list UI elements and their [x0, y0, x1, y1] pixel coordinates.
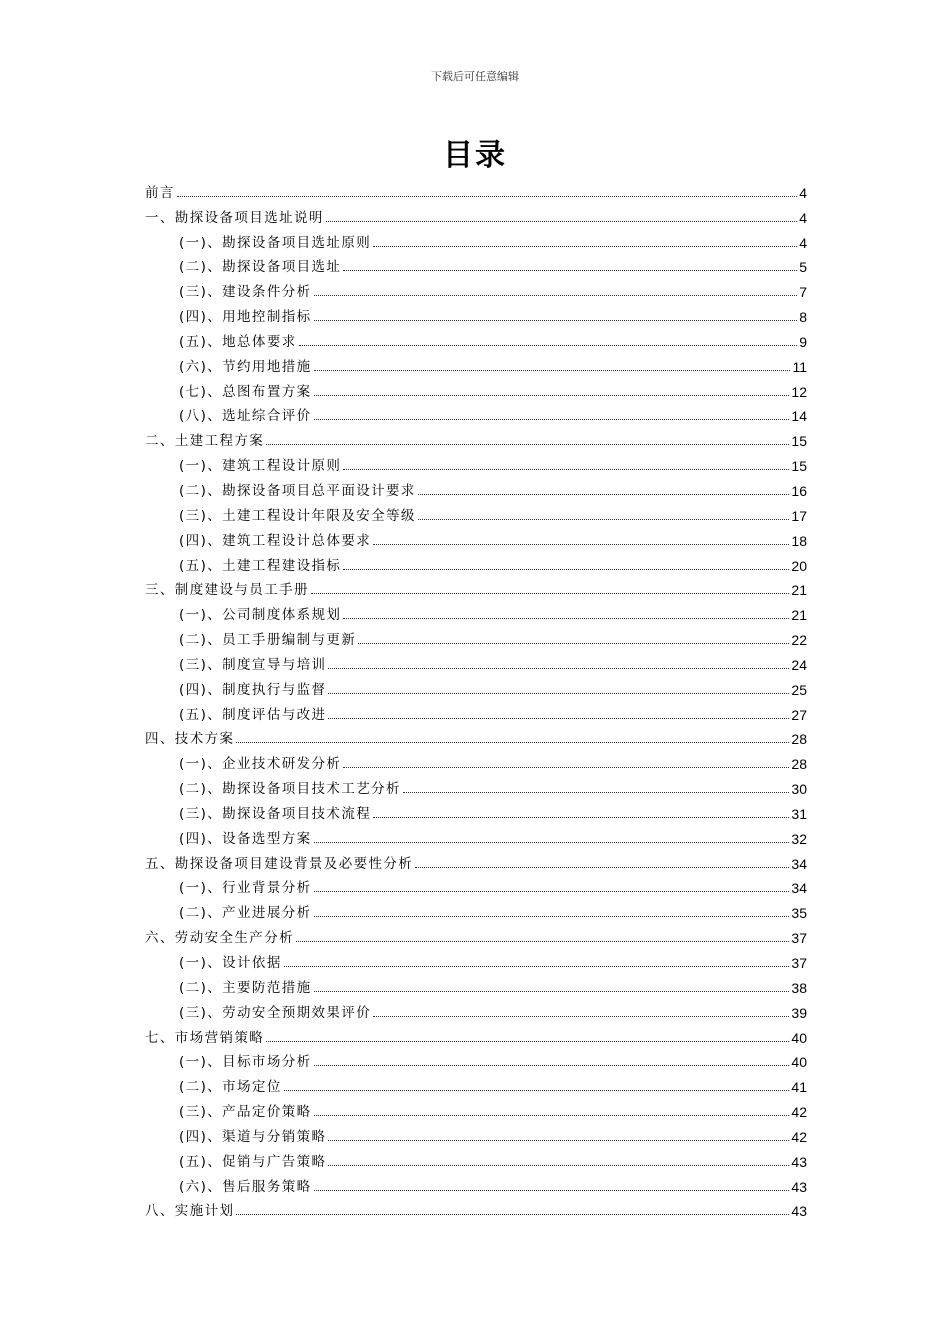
- toc-dot-leader: [373, 817, 789, 818]
- toc-dot-leader: [343, 270, 797, 271]
- toc-entry-label: (一)、公司制度体系规划: [179, 607, 342, 624]
- toc-entry[interactable]: [145, 375, 807, 400]
- toc-entry-label: (四)、设备选型方案: [179, 830, 312, 847]
- toc-entry-label: (三)、产品定价策略: [179, 1104, 312, 1121]
- toc-entry-page-number: 15: [791, 433, 807, 450]
- toc-dot-leader: [236, 742, 789, 743]
- toc-entry-page-number: 31: [791, 805, 807, 822]
- toc-entry-label: (二)、勘探设备项目总平面设计要求: [179, 482, 416, 499]
- page-title: 目录: [443, 138, 507, 173]
- toc-entry-label: (一)、勘探设备项目选址原则: [179, 234, 372, 251]
- toc-entry[interactable]: [145, 723, 807, 748]
- toc-entry-label: (二)、产业进展分析: [179, 905, 312, 922]
- toc-entry[interactable]: [145, 1095, 807, 1120]
- toc-entry-label: (八)、选址综合评价: [179, 408, 312, 425]
- toc-dot-leader: [284, 1090, 790, 1091]
- toc-entry-page-number: 12: [791, 383, 807, 400]
- toc-entry-label: (三)、制度宣导与培训: [179, 656, 327, 673]
- toc-entry-page-number: 20: [791, 557, 807, 574]
- toc-entry-page-number: 43: [791, 1203, 807, 1220]
- toc-entry-page-number: 34: [791, 880, 807, 897]
- toc-entry-page-number: 8: [799, 309, 807, 326]
- toc-entry-label: (六)、售后服务策略: [179, 1178, 312, 1195]
- toc-dot-leader: [373, 544, 789, 545]
- toc-dot-leader: [314, 395, 790, 396]
- toc-entry-label: (五)、土建工程建设指标: [179, 557, 342, 574]
- toc-entry[interactable]: [145, 921, 807, 946]
- toc-dot-leader: [266, 444, 789, 445]
- toc-entry[interactable]: [145, 325, 807, 350]
- toc-entry-page-number: 4: [799, 209, 807, 226]
- toc-dot-leader: [373, 1016, 789, 1017]
- toc-entry-page-number: 40: [791, 1054, 807, 1071]
- toc-entry-label: (二)、市场定位: [179, 1079, 282, 1096]
- toc-dot-leader: [343, 618, 789, 619]
- toc-entry-page-number: 28: [791, 731, 807, 748]
- toc-entry-page-number: 35: [791, 905, 807, 922]
- toc-entry-page-number: 15: [791, 458, 807, 475]
- toc-dot-leader: [373, 246, 797, 247]
- toc-entry-label: (一)、建筑工程设计原则: [179, 458, 342, 475]
- toc-entry-page-number: 30: [791, 781, 807, 798]
- toc-entry-label: (三)、勘探设备项目技术流程: [179, 805, 372, 822]
- toc-entry[interactable]: [145, 1070, 807, 1095]
- toc-entry[interactable]: [145, 1170, 807, 1195]
- toc-entry-label: (一)、行业背景分析: [179, 880, 312, 897]
- toc-entry-label: (四)、用地控制指标: [179, 309, 312, 326]
- toc-dot-leader: [415, 867, 789, 868]
- toc-entry[interactable]: [145, 673, 807, 698]
- toc-entry[interactable]: [145, 251, 807, 276]
- toc-entry-label: 前言: [145, 184, 175, 201]
- toc-entry-label: (七)、总图布置方案: [179, 383, 312, 400]
- toc-dot-leader: [314, 370, 791, 371]
- toc-dot-leader: [311, 593, 790, 594]
- toc-entry-label: (六)、节约用地措施: [179, 358, 312, 375]
- toc-entry-page-number: 21: [791, 582, 807, 599]
- toc-entry-label: 三、制度建设与员工手册: [145, 582, 309, 599]
- toc-entry[interactable]: [145, 499, 807, 524]
- toc-dot-leader: [343, 569, 789, 570]
- toc-entry-page-number: 34: [791, 855, 807, 872]
- toc-entry-label: 八、实施计划: [145, 1203, 235, 1220]
- toc-entry-label: 六、劳动安全生产分析: [145, 930, 294, 947]
- toc-entry-label: (二)、勘探设备项目技术工艺分析: [179, 781, 401, 798]
- toc-entry-page-number: 5: [799, 259, 807, 276]
- toc-dot-leader: [314, 1190, 790, 1191]
- toc-dot-leader: [343, 469, 789, 470]
- toc-dot-leader: [343, 767, 789, 768]
- toc-entry-label: (一)、目标市场分析: [179, 1054, 312, 1071]
- toc-dot-leader: [418, 494, 790, 495]
- toc-entry-label: (五)、地总体要求: [179, 333, 297, 350]
- toc-dot-leader: [236, 1214, 789, 1215]
- toc-entry[interactable]: [145, 971, 807, 996]
- toc-entry-page-number: 27: [791, 706, 807, 723]
- toc-entry-page-number: 14: [791, 408, 807, 425]
- toc-entry-label: (三)、土建工程设计年限及安全等级: [179, 507, 416, 524]
- toc-entry-page-number: 16: [791, 482, 807, 499]
- toc-entry[interactable]: [145, 226, 807, 251]
- toc-entry-page-number: 7: [799, 284, 807, 301]
- toc-entry[interactable]: [145, 1145, 807, 1170]
- toc-entry-label: (三)、劳动安全预期效果评价: [179, 1004, 372, 1021]
- toc-entry-page-number: 4: [799, 234, 807, 251]
- toc-dot-leader: [418, 519, 790, 520]
- toc-dot-leader: [314, 916, 790, 917]
- toc-entry[interactable]: [145, 1021, 807, 1046]
- toc-entry-label: (二)、员工手册编制与更新: [179, 632, 357, 649]
- toc-entry-page-number: 43: [791, 1153, 807, 1170]
- toc-entry-label: (四)、建筑工程设计总体要求: [179, 532, 372, 549]
- toc-entry-label: (四)、渠道与分销策略: [179, 1128, 327, 1145]
- header-note: 下载后可任意编辑: [431, 70, 519, 83]
- toc-entry-label: (五)、促销与广告策略: [179, 1153, 327, 1170]
- toc-entry[interactable]: [145, 275, 807, 300]
- toc-entry-page-number: 24: [791, 656, 807, 673]
- toc-entry-page-number: 18: [791, 532, 807, 549]
- toc-entry[interactable]: [145, 549, 807, 574]
- toc-dot-leader: [314, 419, 790, 420]
- toc-dot-leader: [328, 693, 789, 694]
- toc-entry-label: (二)、勘探设备项目选址: [179, 259, 342, 276]
- toc-entry-label: (三)、建设条件分析: [179, 284, 312, 301]
- toc-dot-leader: [314, 842, 790, 843]
- toc-entry-label: 二、土建工程方案: [145, 433, 265, 450]
- toc-entry-label: (二)、主要防范措施: [179, 979, 312, 996]
- toc-entry[interactable]: [145, 797, 807, 822]
- toc-entry-page-number: 22: [791, 632, 807, 649]
- toc-entry-page-number: 41: [791, 1079, 807, 1096]
- toc-entry[interactable]: [145, 698, 807, 723]
- toc-entry-label: (四)、制度执行与监督: [179, 681, 327, 698]
- toc-dot-leader: [299, 345, 798, 346]
- toc-entry[interactable]: [145, 946, 807, 971]
- toc-entry[interactable]: [145, 400, 807, 425]
- toc-entry[interactable]: [145, 772, 807, 797]
- toc-entry[interactable]: [145, 747, 807, 772]
- toc-entry[interactable]: [145, 176, 807, 201]
- toc-entry-page-number: 39: [791, 1004, 807, 1021]
- toc-entry[interactable]: [145, 201, 807, 226]
- toc-entry-label: (五)、制度评估与改进: [179, 706, 327, 723]
- toc-entry-page-number: 40: [791, 1029, 807, 1046]
- toc-entry-page-number: 25: [791, 681, 807, 698]
- toc-entry[interactable]: [145, 847, 807, 872]
- toc-dot-leader: [296, 941, 789, 942]
- toc-entry-label: 四、技术方案: [145, 731, 235, 748]
- toc-entry[interactable]: [145, 996, 807, 1021]
- toc-entry[interactable]: [145, 623, 807, 648]
- toc-entry[interactable]: [145, 474, 807, 499]
- toc-entry[interactable]: [145, 822, 807, 847]
- toc-entry[interactable]: [145, 1046, 807, 1071]
- toc-entry[interactable]: [145, 872, 807, 897]
- toc-entry-page-number: 9: [799, 333, 807, 350]
- toc-entry-page-number: 21: [791, 607, 807, 624]
- toc-dot-leader: [284, 966, 790, 967]
- toc-entry-page-number: 32: [791, 830, 807, 847]
- toc-entry[interactable]: [145, 524, 807, 549]
- toc-dot-leader: [328, 1165, 789, 1166]
- toc-entry-label: 五、勘探设备项目建设背景及必要性分析: [145, 855, 414, 872]
- toc-entry-page-number: 28: [791, 756, 807, 773]
- toc-dot-leader: [314, 295, 798, 296]
- toc-dot-leader: [314, 320, 798, 321]
- toc-dot-leader: [358, 643, 789, 644]
- toc-entry-page-number: 37: [791, 955, 807, 971]
- toc-entry-page-number: 43: [791, 1178, 807, 1195]
- toc-entry[interactable]: [145, 424, 807, 449]
- toc-dot-leader: [177, 196, 797, 197]
- toc-entry-page-number: 11: [792, 358, 807, 375]
- table-of-contents: [145, 176, 807, 1219]
- toc-dot-leader: [314, 991, 790, 992]
- toc-entry[interactable]: [145, 350, 807, 375]
- toc-entry-page-number: 17: [791, 507, 807, 524]
- toc-dot-leader: [314, 1065, 790, 1066]
- toc-entry-label: (一)、设计依据: [179, 955, 282, 971]
- toc-entry-label: 七、市场营销策略: [145, 1029, 265, 1046]
- toc-dot-leader: [266, 1041, 789, 1042]
- toc-entry-page-number: 42: [791, 1128, 807, 1145]
- toc-entry[interactable]: [145, 648, 807, 673]
- toc-entry-page-number: 37: [791, 930, 807, 947]
- toc-entry-page-number: 4: [799, 184, 807, 201]
- toc-entry[interactable]: [145, 1120, 807, 1145]
- toc-dot-leader: [326, 221, 797, 222]
- toc-entry[interactable]: [145, 1195, 807, 1220]
- toc-dot-leader: [403, 792, 789, 793]
- toc-dot-leader: [328, 1140, 789, 1141]
- toc-entry[interactable]: [145, 449, 807, 474]
- toc-entry-page-number: 42: [791, 1104, 807, 1121]
- toc-entry[interactable]: [145, 896, 807, 921]
- toc-dot-leader: [328, 718, 789, 719]
- toc-entry[interactable]: [145, 300, 807, 325]
- toc-entry-page-number: 38: [791, 979, 807, 996]
- toc-entry[interactable]: [145, 574, 807, 599]
- toc-dot-leader: [328, 668, 789, 669]
- toc-dot-leader: [314, 1115, 790, 1116]
- toc-entry-label: (一)、企业技术研发分析: [179, 756, 342, 773]
- toc-dot-leader: [314, 891, 790, 892]
- toc-entry[interactable]: [145, 598, 807, 623]
- toc-entry-label: 一、勘探设备项目选址说明: [145, 209, 324, 226]
